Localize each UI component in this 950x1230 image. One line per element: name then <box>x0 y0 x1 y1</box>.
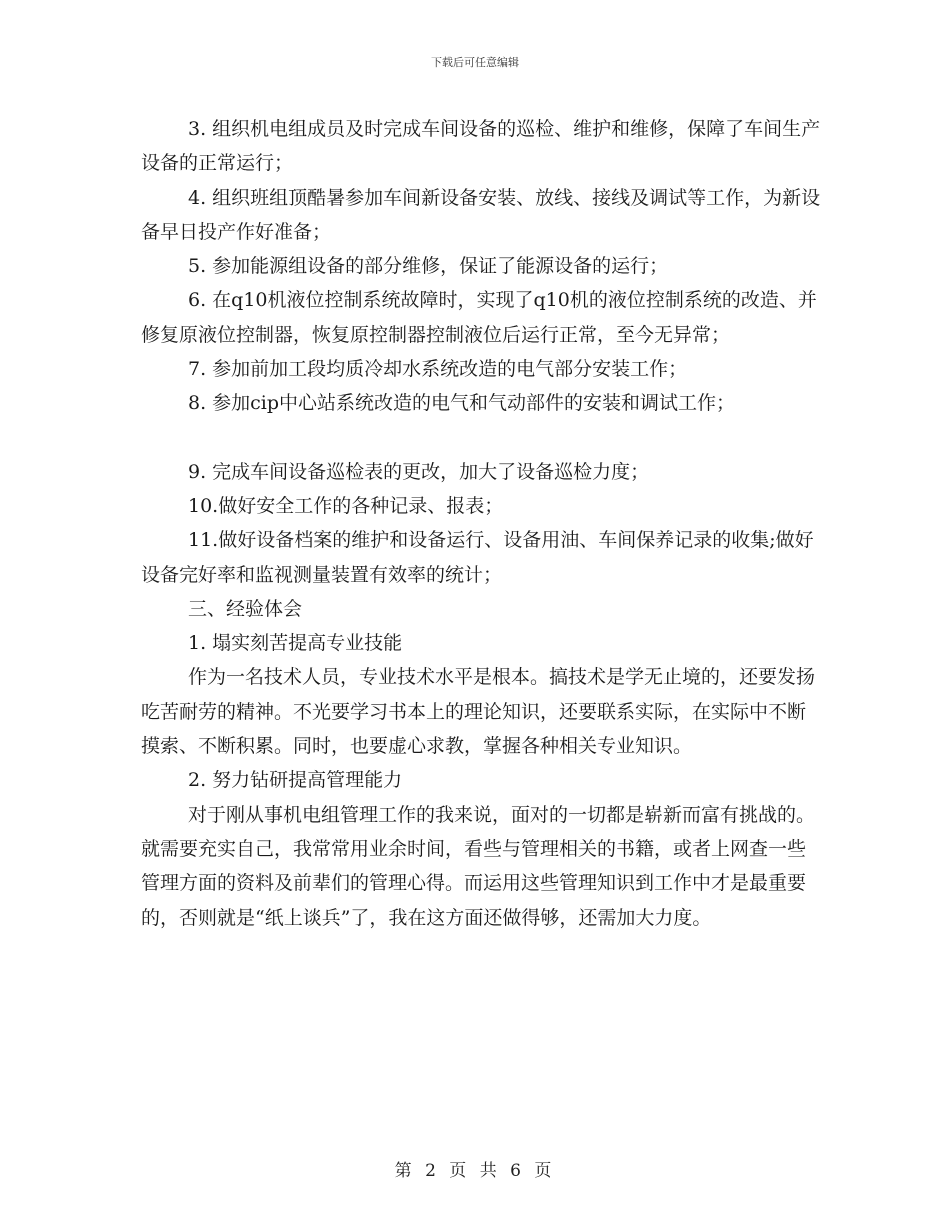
list-item-8: 8. 参加cip中心站系统改造的电气和气动部件的安装和调试工作； <box>188 392 736 415</box>
list-item-9: 9. 完成车间设备巡检表的更改，加大了设备巡检力度； <box>188 460 650 483</box>
subsection-heading-2: 2. 努力钻研提高管理能力 <box>188 769 403 792</box>
subsection-heading-1: 1. 塌实刻苦提高专业技能 <box>188 632 403 655</box>
list-item-6: 6. 在q10机液位控制系统故障时，实现了q10机的液位控制系统的改造、并修复原液位控制器，恢复原控制器控制液位后运行正常，至今无异常； <box>141 289 817 346</box>
subsection-2-body: 对于刚从事机电组管理工作的我来说，面对的一切都是崭新而富有挑战的。就需要充实自己，我常常用业余时间，看些与管理相关的书籍，或者上网查一些管理方面的资料及前辈们的管理心得。而运用这些管理知识到工作中才是最重要的，否则就是“纸上谈兵”了，我在这方面还做得够，还需加大力度。 <box>141 803 816 929</box>
list-item-5: 5. 参加能源组设备的部分维修，保证了能源设备的运行； <box>188 255 669 278</box>
list-item-7: 7. 参加前加工段均质冷却水系统改造的电气部分安装工作； <box>188 358 688 381</box>
section-heading-3: 三、经验体会 <box>188 597 303 620</box>
subsection-1-body: 作为一名技术人员，专业技术水平是根本。搞技术是学无止境的，还要发扬吃苦耐劳的精神。不光要学习书本上的理论知识，还要联系实际，在实际中不断摸索、不断积累。同时，也要虚心求教，掌握各种相关专业知识。 <box>141 666 816 758</box>
page-header: 下载后可任意编辑 <box>431 56 519 69</box>
blank-line <box>141 421 821 455</box>
list-item-11: 11.做好设备档案的维护和设备运行、设备用油、车间保养记录的收集;做好设备完好率和监视测量装置有效率的统计； <box>141 529 814 586</box>
document-body <box>141 112 821 935</box>
list-item-4: 4. 组织班组顶酷暑参加车间新设备安装、放线、接线及调试等工作，为新设备早日投产作好准备； <box>141 186 821 243</box>
page-footer: 第 2 页 共 6 页 <box>394 1161 556 1181</box>
list-item-10: 10.做好安全工作的各种记录、报表； <box>188 494 504 517</box>
list-item-3: 3. 组织机电组成员及时完成车间设备的巡检、维护和维修，保障了车间生产设备的正常运行； <box>141 118 821 175</box>
